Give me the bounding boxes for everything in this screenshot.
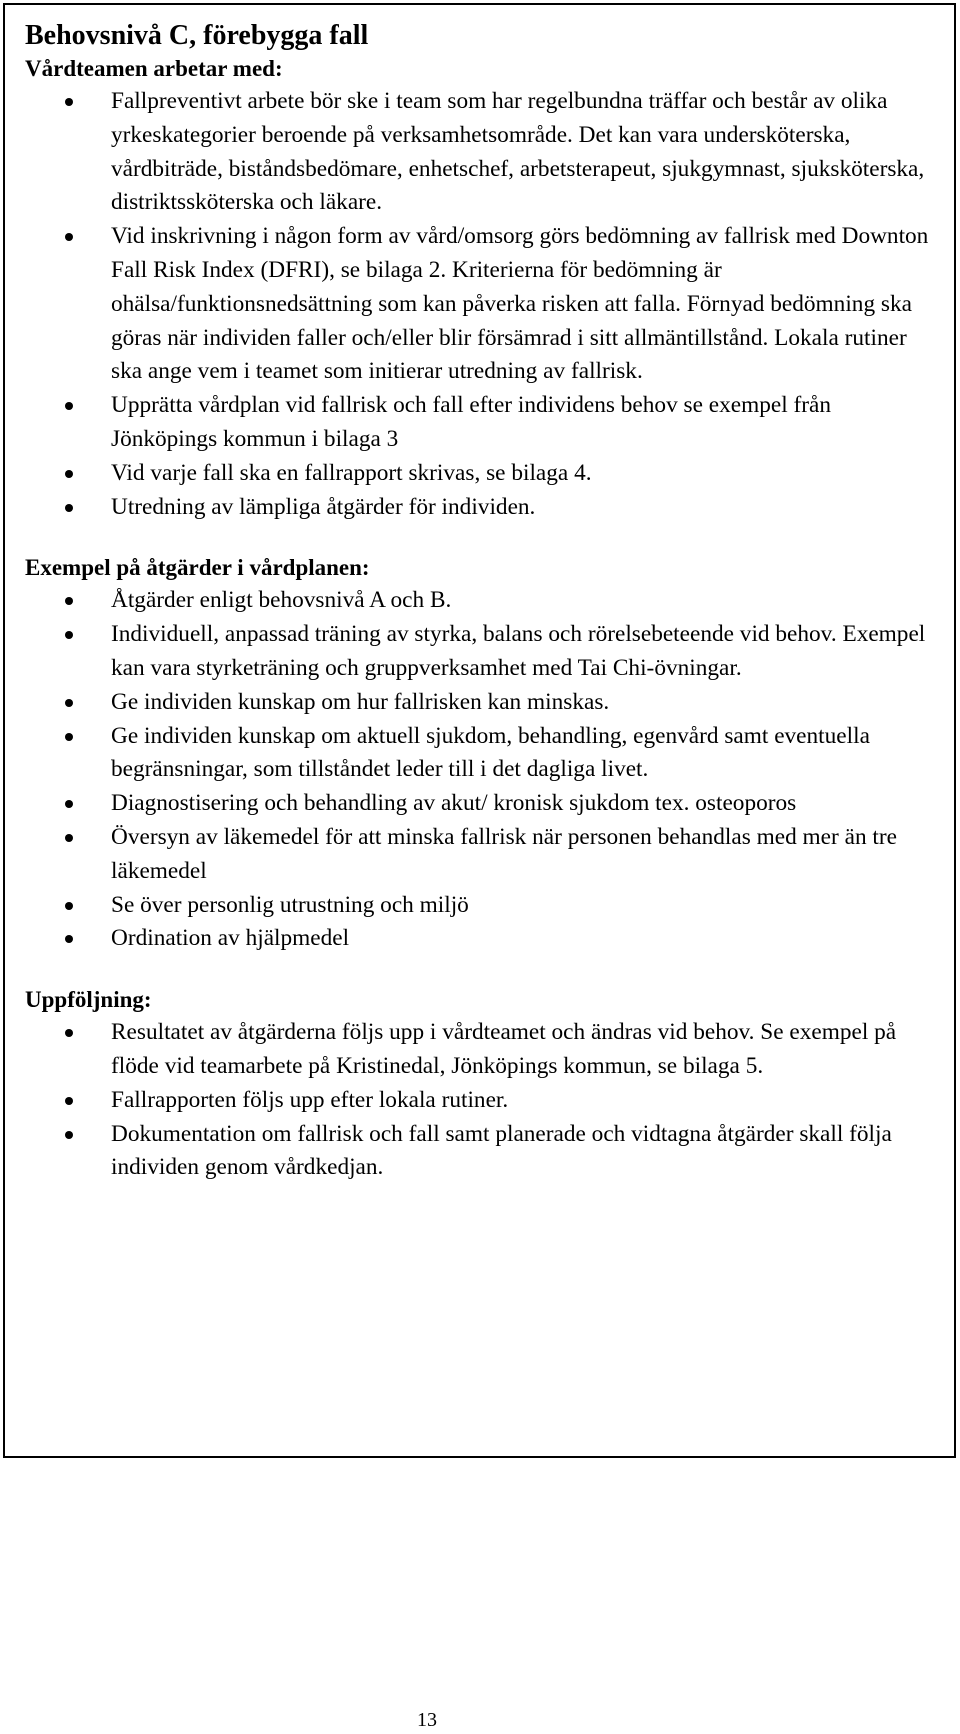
list-item-text: Upprätta vårdplan vid fallrisk och fall efter individens behov se exempel från Jönköpings kommun i bilaga 3 bbox=[111, 392, 832, 452]
bullet-icon bbox=[65, 902, 73, 910]
list-item-text: Individuell, anpassad träning av styrka, balans och rörelsebeteende vid behov. Exempel kan vara styrketräning och gruppverksamhet med Tai Chi-övningar. bbox=[111, 621, 926, 681]
bullet-icon bbox=[65, 1097, 73, 1105]
list-item bbox=[25, 618, 934, 686]
bullet-icon bbox=[65, 402, 73, 410]
content-box bbox=[3, 3, 956, 1458]
list-item bbox=[25, 889, 934, 923]
bullet-icon bbox=[65, 233, 73, 241]
bullet-icon bbox=[65, 935, 73, 943]
bullet-icon bbox=[65, 504, 73, 512]
list-item-text: Fallrapporten följs upp efter lokala rutiner. bbox=[111, 1086, 509, 1113]
bullet-icon bbox=[65, 597, 73, 605]
list-item-text: Ordination av hjälpmedel bbox=[111, 925, 350, 952]
list-item bbox=[25, 821, 934, 889]
list-item bbox=[25, 720, 934, 788]
list-item-text: Resultatet av åtgärderna följs upp i vårdteamet och ändras vid behov. Se exempel på flöde vid teamarbete på Kristinedal, Jönköpings kommun, se bilaga 5. bbox=[111, 1019, 897, 1079]
bullet-icon bbox=[65, 98, 73, 106]
list-item bbox=[25, 1016, 934, 1084]
bullet-icon bbox=[65, 470, 73, 478]
page-number: 13 bbox=[417, 1709, 437, 1731]
bullet-icon bbox=[65, 800, 73, 808]
list-item bbox=[25, 491, 934, 525]
section-heading-care-teams: Vårdteamen arbetar med: bbox=[25, 56, 283, 81]
bullet-icon bbox=[65, 1131, 73, 1139]
list-item bbox=[25, 584, 934, 618]
list-item bbox=[25, 1084, 934, 1118]
list-item bbox=[25, 686, 934, 720]
care-teams-list bbox=[25, 85, 934, 524]
list-item-text: Diagnostisering och behandling av akut/ kronisk sjukdom tex. osteoporos bbox=[111, 790, 797, 817]
list-item-text: Fallpreventivt arbete bör ske i team som har regelbundna träffar och består av olika yrkeskategorier beroende på verksamhetsområde. Det kan vara undersköterska, vårdbiträde, biståndsbedömare, enhetschef, arbetsterapeut, sjukgymnast, sjuksköterska, distriktssköterska och läkare. bbox=[111, 88, 925, 216]
list-item bbox=[25, 787, 934, 821]
bullet-icon bbox=[65, 733, 73, 741]
list-item-text: Se över personlig utrustning och miljö bbox=[111, 891, 469, 918]
bullet-icon bbox=[65, 834, 73, 842]
follow-up-list bbox=[25, 1016, 934, 1185]
list-item-text: Vid varje fall ska en fallrapport skrivas, se bilaga 4. bbox=[111, 459, 592, 486]
list-item-text: Ge individen kunskap om aktuell sjukdom, behandling, egenvård samt eventuella begränsningar, som tillståndet leder till i det dagliga livet. bbox=[111, 722, 870, 783]
list-item bbox=[25, 389, 934, 457]
care-plan-examples-list bbox=[25, 584, 934, 956]
bullet-icon bbox=[65, 699, 73, 707]
list-item bbox=[25, 220, 934, 389]
bullet-icon bbox=[65, 1029, 73, 1037]
list-item-text: Ge individen kunskap om hur fallrisken kan minskas. bbox=[111, 688, 610, 715]
bullet-icon bbox=[65, 631, 73, 639]
list-item bbox=[25, 1118, 934, 1186]
list-item-text: Dokumentation om fallrisk och fall samt planerade och vidtagna åtgärder skall följa individen genom vårdkedjan. bbox=[111, 1120, 892, 1181]
page-title: Behovsnivå C, förebygga fall bbox=[25, 20, 369, 51]
list-item-text: Utredning av lämpliga åtgärder för individen. bbox=[111, 493, 536, 520]
list-item-text: Vid inskrivning i någon form av vård/omsorg görs bedömning av fallrisk med Downton Fall Risk Index (DFRI), se bilaga 2. Kriterierna för bedömning är ohälsa/funktionsnedsättning som kan påverka risken att falla. Förnyad bedömning ska göras när individen faller och/eller blir försämrad i sitt allmäntillstånd. Lokala rutiner ska ange vem i teamet som initierar utredning av fallrisk. bbox=[111, 223, 929, 385]
section-heading-care-plan-examples: Exempel på åtgärder i vårdplanen: bbox=[25, 555, 370, 581]
list-item-text: Åtgärder enligt behovsnivå A och B. bbox=[111, 587, 452, 614]
list-item bbox=[25, 922, 934, 956]
list-item bbox=[25, 85, 934, 220]
list-item bbox=[25, 457, 934, 491]
section-heading-follow-up: Uppföljning: bbox=[25, 987, 152, 1013]
list-item-text: Översyn av läkemedel för att minska fallrisk när personen behandlas med mer än tre läkemedel bbox=[111, 823, 897, 884]
